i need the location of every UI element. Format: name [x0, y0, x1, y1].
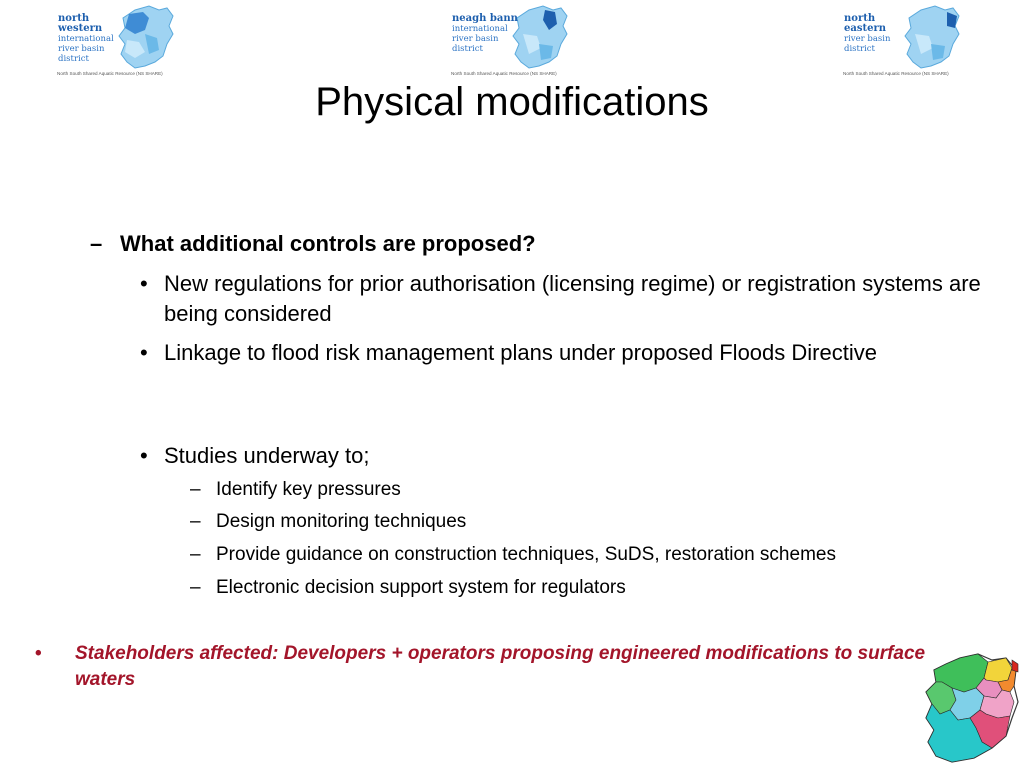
logo-line-3: river basin district: [452, 34, 499, 54]
bullet-item: [140, 441, 984, 471]
bullet-marker: •: [140, 443, 148, 468]
bullet-item: [140, 269, 984, 329]
sub-bullet-item: [190, 575, 1016, 601]
sub-bullet-item: [190, 509, 1016, 535]
neagh-bann-rbd-logo: [449, 4, 569, 80]
ns-share-caption: North South Shared Aquatic Resource (NS SHARE): [843, 71, 949, 76]
sub-bullet-text: Design monitoring techniques: [216, 511, 467, 532]
logo-line-2: international: [58, 34, 114, 44]
dash-marker: –: [190, 511, 201, 532]
logo-line-2: international: [452, 24, 508, 34]
north-western-rbd-logo: [55, 4, 175, 80]
dash-marker: –: [90, 231, 103, 256]
bullet-text: Studies underway to;: [164, 443, 370, 468]
logo-line-2: river basin district: [844, 34, 891, 54]
ns-share-caption: North South Shared Aquatic Resource (NS SHARE): [451, 71, 557, 76]
bullet-text: New regulations for prior authorisation (licensing regime) or registration systems are being considered: [164, 271, 981, 326]
bullet-marker: •: [140, 340, 148, 365]
bullet-marker: •: [140, 271, 148, 296]
sub-bullet-text: Provide guidance on construction techniques, SuDS, restoration schemes: [216, 544, 836, 565]
north-eastern-rbd-logo: [841, 4, 961, 80]
slide-title: Physical modifications: [315, 80, 709, 124]
logo-line-1: north western: [58, 13, 103, 34]
logo-line-3: river basin district: [58, 44, 105, 64]
stakeholders-note: [35, 641, 965, 693]
stakeholders-text: Stakeholders affected: Developers + operators proposing engineered modifications to surface waters: [75, 643, 926, 690]
logo-line-1: neagh bann: [452, 13, 518, 24]
bullet-marker: •: [35, 643, 42, 664]
dash-marker: –: [190, 479, 201, 500]
question-item: [90, 229, 880, 259]
sub-bullet-item: [190, 477, 1016, 503]
dash-marker: –: [190, 577, 201, 598]
sub-bullet-item: [190, 542, 1016, 568]
question-text: What additional controls are proposed?: [120, 231, 536, 256]
logo-name: [844, 14, 914, 54]
bullet-text: Linkage to flood risk management plans under proposed Floods Directive: [164, 340, 877, 365]
logo-line-1: north eastern: [844, 13, 886, 34]
logo-name: [452, 14, 522, 54]
sub-bullet-text: Electronic decision support system for regulators: [216, 577, 626, 598]
dash-marker: –: [190, 544, 201, 565]
sub-bullet-text: Identify key pressures: [216, 479, 401, 500]
ns-share-caption: North South Shared Aquatic Resource (NS SHARE): [57, 71, 163, 76]
bullet-item: [140, 338, 984, 368]
logo-name: [58, 14, 128, 64]
ireland-districts-map-icon: [922, 652, 1020, 764]
